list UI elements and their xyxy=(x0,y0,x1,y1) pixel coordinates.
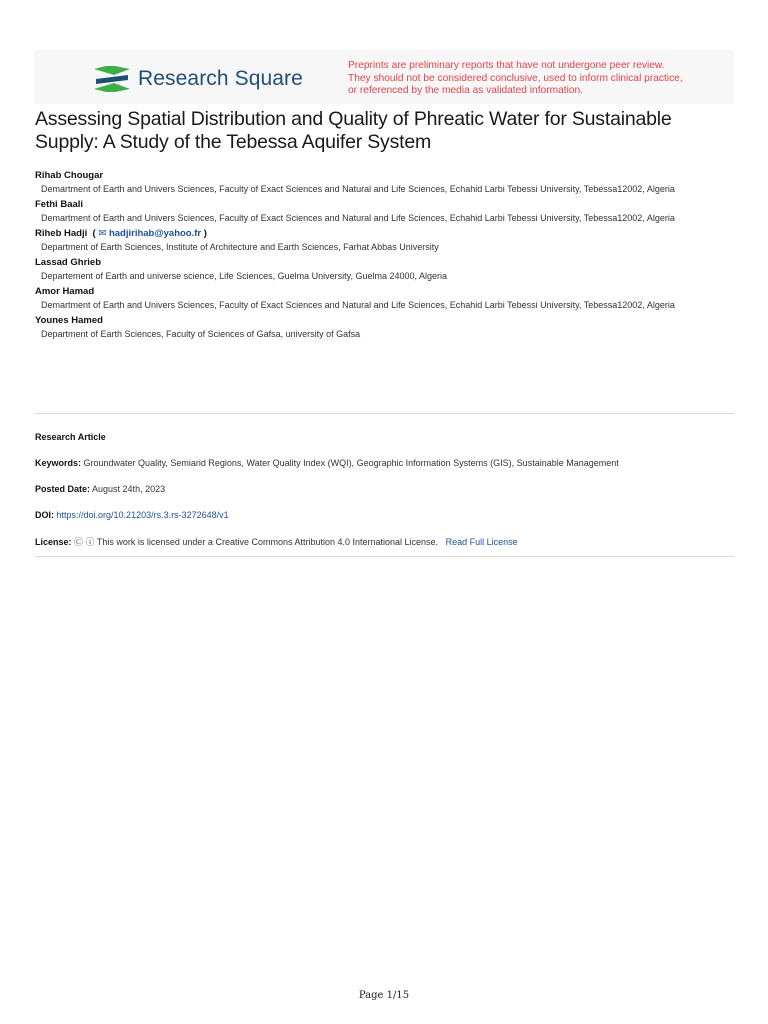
author-email-link[interactable]: hadjirihab@yahoo.fr xyxy=(108,228,202,239)
license-line xyxy=(35,535,518,548)
author-affiliation: Departement of Earth and universe science, Life Sciences, Guelma University, Guelma 24000, Algeria xyxy=(41,271,448,281)
author-entry xyxy=(35,257,725,283)
author-list xyxy=(35,170,725,344)
article-type-label: Research Article xyxy=(35,432,106,442)
author-affiliation: Demartment of Earth and Univers Sciences, Faculty of Exact Sciences and Natural and Life Sciences, Echahid Larbi Tebessi University, Tebessa12002, Algeria xyxy=(41,213,675,223)
title-line: Supply: A Study of the Tebessa Aquifer System xyxy=(35,131,432,153)
title-line: Assessing Spatial Distribution and Quality of Phreatic Water for Sustainable xyxy=(35,108,672,130)
posted-date-value: August 24th, 2023 xyxy=(92,484,166,494)
author-affiliation: Demartment of Earth and Univers Sciences, Faculty of Exact Sciences and Natural and Life Sciences, Echahid Larbi Tebessi University, Tebessa12002, Algeria xyxy=(41,184,675,194)
author-name: Fethi Baali xyxy=(35,199,84,210)
brand-name: Research Square xyxy=(138,67,303,90)
email-open-paren: ( xyxy=(89,228,96,239)
keywords-line xyxy=(35,458,619,468)
posted-date-label: Posted Date: xyxy=(35,484,91,494)
author-affiliation: Department of Earth Sciences, Faculty of Sciences of Gafsa, university of Gafsa xyxy=(41,329,361,339)
creative-commons-icon: Ⓒ ⓘ xyxy=(74,537,95,547)
disclaimer-line: or referenced by the media as validated information. xyxy=(348,85,584,96)
page-number: Page 1/15 xyxy=(358,990,410,1001)
author-name: Amor Hamad xyxy=(35,286,95,297)
author-name: Lassad Ghrieb xyxy=(35,257,101,268)
keywords-label: Keywords: xyxy=(35,458,82,468)
author-name: Rihab Chougar xyxy=(35,170,104,181)
license-text: This work is licensed under a Creative Commons Attribution 4.0 International License. xyxy=(96,537,439,547)
section-divider xyxy=(35,413,734,414)
research-square-logo[interactable] xyxy=(94,66,303,92)
author-entry xyxy=(35,170,725,196)
doi-line xyxy=(35,510,229,520)
disclaimer-line: They should not be considered conclusive, used to inform clinical practice, xyxy=(348,72,683,84)
disclaimer-line: Preprints are preliminary reports that have not undergone peer review. xyxy=(348,60,665,71)
article-type xyxy=(35,432,106,442)
author-entry xyxy=(35,228,725,254)
section-divider xyxy=(35,556,734,557)
article-title xyxy=(35,108,735,154)
read-full-license-link[interactable]: Read Full License xyxy=(445,537,518,547)
doi-link[interactable]: https://doi.org/10.21203/rs.3.rs-3272648/v1 xyxy=(56,510,229,520)
envelope-icon: ✉ xyxy=(98,228,107,239)
research-square-logo-icon xyxy=(94,66,130,92)
license-label: License: xyxy=(35,537,72,547)
author-name: Younes Hamed xyxy=(35,315,103,326)
author-name-with-email xyxy=(35,228,725,240)
author-entry xyxy=(35,199,725,225)
author-name: Riheb Hadji xyxy=(35,228,88,239)
email-close-paren: ) xyxy=(203,228,207,239)
doi-label: DOI: xyxy=(35,510,54,520)
keywords-value: Groundwater Quality, Semiarid Regions, Water Quality Index (WQI), Geographic Information Systems (GIS), Sustainable Management xyxy=(83,458,619,468)
preprint-disclaimer xyxy=(348,60,728,98)
author-entry xyxy=(35,315,725,341)
author-affiliation: Demartment of Earth and Univers Sciences, Faculty of Exact Sciences and Natural and Life Sciences, Echahid Larbi Tebessi University, Tebessa12002, Algeria xyxy=(41,300,675,310)
author-entry xyxy=(35,286,725,312)
author-affiliation: Department of Earth Sciences, Institute of Architecture and Earth Sciences, Farhat Abbas University xyxy=(41,242,439,252)
posted-date-line xyxy=(35,484,165,494)
